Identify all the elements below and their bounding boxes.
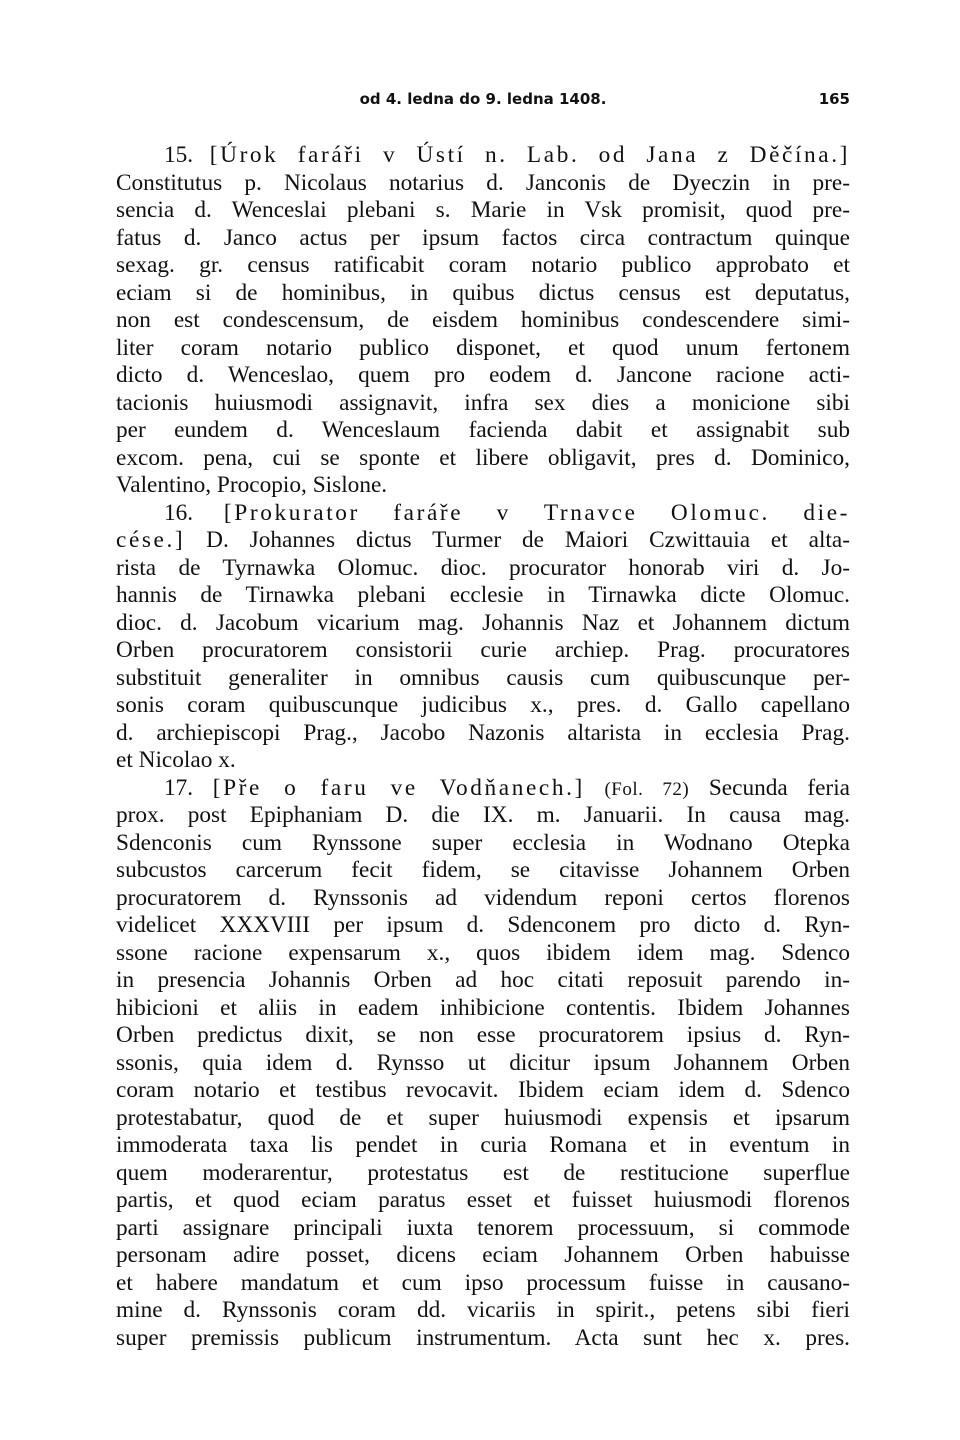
entry-heading-line xyxy=(116,775,850,803)
entry-heading: [Prokurator faráře v Trnavce Olomuc. die- xyxy=(223,499,850,526)
text-line: Orben predictus dixit, se non esse procuratorem ipsius d. Ryn- xyxy=(116,1022,850,1048)
text-line: ssonis, quia idem d. Rynsso ut dicitur ipsum Johannem Orben xyxy=(116,1049,850,1076)
text-segment: Secunda feria xyxy=(708,774,851,801)
document-body xyxy=(116,142,850,1352)
folio-reference: (Fol. 72) xyxy=(604,778,690,800)
text-line: fatus d. Janco actus per ipsum factos circa contractum quinque xyxy=(116,224,850,251)
text-line: Valentino, Procopio, Sislone. xyxy=(116,472,388,498)
text-line: substituit generaliter in omnibus causis cum quibuscunque per- xyxy=(116,664,850,691)
text-line: subcustos carcerum fecit fidem, se citavisse Johannem Orben xyxy=(116,857,850,883)
text-line: super premissis publicum instrumentum. Acta sunt hec x. pres. xyxy=(116,1324,850,1351)
text-line: personam adire posset, dicens eciam Johannem Orben habuisse xyxy=(116,1242,850,1268)
text-line: Sdenconis cum Rynssone super ecclesia in Wodnano Otepka xyxy=(116,829,850,856)
text-line: d. archiepiscopi Prag., Jacobo Nazonis altarista in ecclesia Prag. xyxy=(116,719,850,746)
entry-number: 15. xyxy=(164,142,194,168)
text-line: et habere mandatum et cum ipso processum fuisse in causano- xyxy=(116,1269,850,1296)
entry-heading-line xyxy=(116,142,850,170)
text-line: tacionis huiusmodi assignavit, infra sex dies a monicione sibi xyxy=(116,389,850,416)
text-line: sexag. gr. census ratificabit coram notario publico approbato et xyxy=(116,252,850,278)
text-line: liter coram notario publico disponet, et quod unum fertonem xyxy=(116,334,850,361)
text-line: protestabatur, quod de et super huiusmodi expensis et ipsarum xyxy=(116,1104,850,1131)
text-line: per eundem d. Wenceslaum facienda dabit et assignabit sub xyxy=(116,417,850,443)
text-line: in presencia Johannis Orben ad hoc citati reposuit parendo in- xyxy=(116,967,850,993)
text-line: mine d. Rynssonis coram dd. vicariis in spirit., petens sibi fieri xyxy=(116,1297,850,1323)
entry-number: 16. xyxy=(164,499,194,526)
entry-heading-continued: cése.] xyxy=(116,527,186,553)
entry-number: 17. xyxy=(164,774,194,801)
text-line: Orben procuratorem consistorii curie archiep. Prag. procuratores xyxy=(116,637,850,663)
text-line: hannis de Tirnawka plebani ecclesie in Tirnawka dicte Olomuc. xyxy=(116,582,850,608)
entry-heading-line xyxy=(116,500,850,528)
text-line: dioc. d. Jacobum vicarium mag. Johannis Naz et Johannem dictum xyxy=(116,609,850,636)
text-line: quem moderarentur, protestatus est de restitucione superflue xyxy=(116,1159,850,1186)
entry-heading: [Úrok faráři v Ústí n. Lab. od Jana z Děčína.] xyxy=(209,142,850,168)
text-line: parti assignare principali iuxta tenorem processuum, si commode xyxy=(116,1214,850,1241)
text-segment: D. Johannes dictus Turmer de Maiori Czwittauia et alta- xyxy=(206,527,850,553)
text-line: partis, et quod eciam paratus esset et fuisset huiusmodi florenos xyxy=(116,1187,850,1213)
running-title: od 4. ledna do 9. ledna 1408. xyxy=(359,90,607,108)
text-line: sencia d. Wenceslai plebani s. Marie in Vsk promisit, quod pre- xyxy=(116,197,850,223)
text-line: Constitutus p. Nicolaus notarius d. Janconis de Dyeczin in pre- xyxy=(116,169,850,196)
entry-15 xyxy=(116,142,850,500)
text-line: dicto d. Wenceslao, quem pro eodem d. Jancone racione acti- xyxy=(116,362,850,388)
text-line: prox. post Epiphaniam D. die IX. m. Januarii. In causa mag. xyxy=(116,802,850,828)
text-line: eciam si de hominibus, in quibus dictus census est deputatus, xyxy=(116,279,850,306)
text-line: procuratorem d. Rynssonis ad videndum reponi certos florenos xyxy=(116,884,850,911)
entry-16 xyxy=(116,500,850,775)
text-line: excom. pena, cui se sponte et libere obligavit, pres d. Dominico, xyxy=(116,444,850,471)
text-line: rista de Tyrnawka Olomuc. dioc. procurator honorab viri d. Jo- xyxy=(116,554,850,581)
page-number: 165 xyxy=(818,90,850,108)
text-line: immoderata taxa lis pendet in curia Romana et in eventum in xyxy=(116,1132,850,1158)
text-line: videlicet XXXVIII per ipsum d. Sdenconem pro dicto d. Ryn- xyxy=(116,912,850,938)
text-line: non est condescensum, de eisdem hominibus condescendere simi- xyxy=(116,307,850,333)
entry-heading-line xyxy=(116,527,850,555)
entry-heading: [Pře o faru ve Vodňanech.] xyxy=(212,774,585,801)
entry-17 xyxy=(116,775,850,1353)
text-line: hibicioni et aliis in eadem inhibicione contentis. Ibidem Johannes xyxy=(116,994,850,1021)
text-line: sonis coram quibuscunque judicibus x., pres. d. Gallo capellano xyxy=(116,692,850,718)
text-line: coram notario et testibus revocavit. Ibidem eciam idem d. Sdenco xyxy=(116,1077,850,1103)
text-line: et Nicolao x. xyxy=(116,747,236,773)
running-head xyxy=(116,90,850,114)
text-line: ssone racione expensarum x., quos ibidem idem mag. Sdenco xyxy=(116,939,850,966)
